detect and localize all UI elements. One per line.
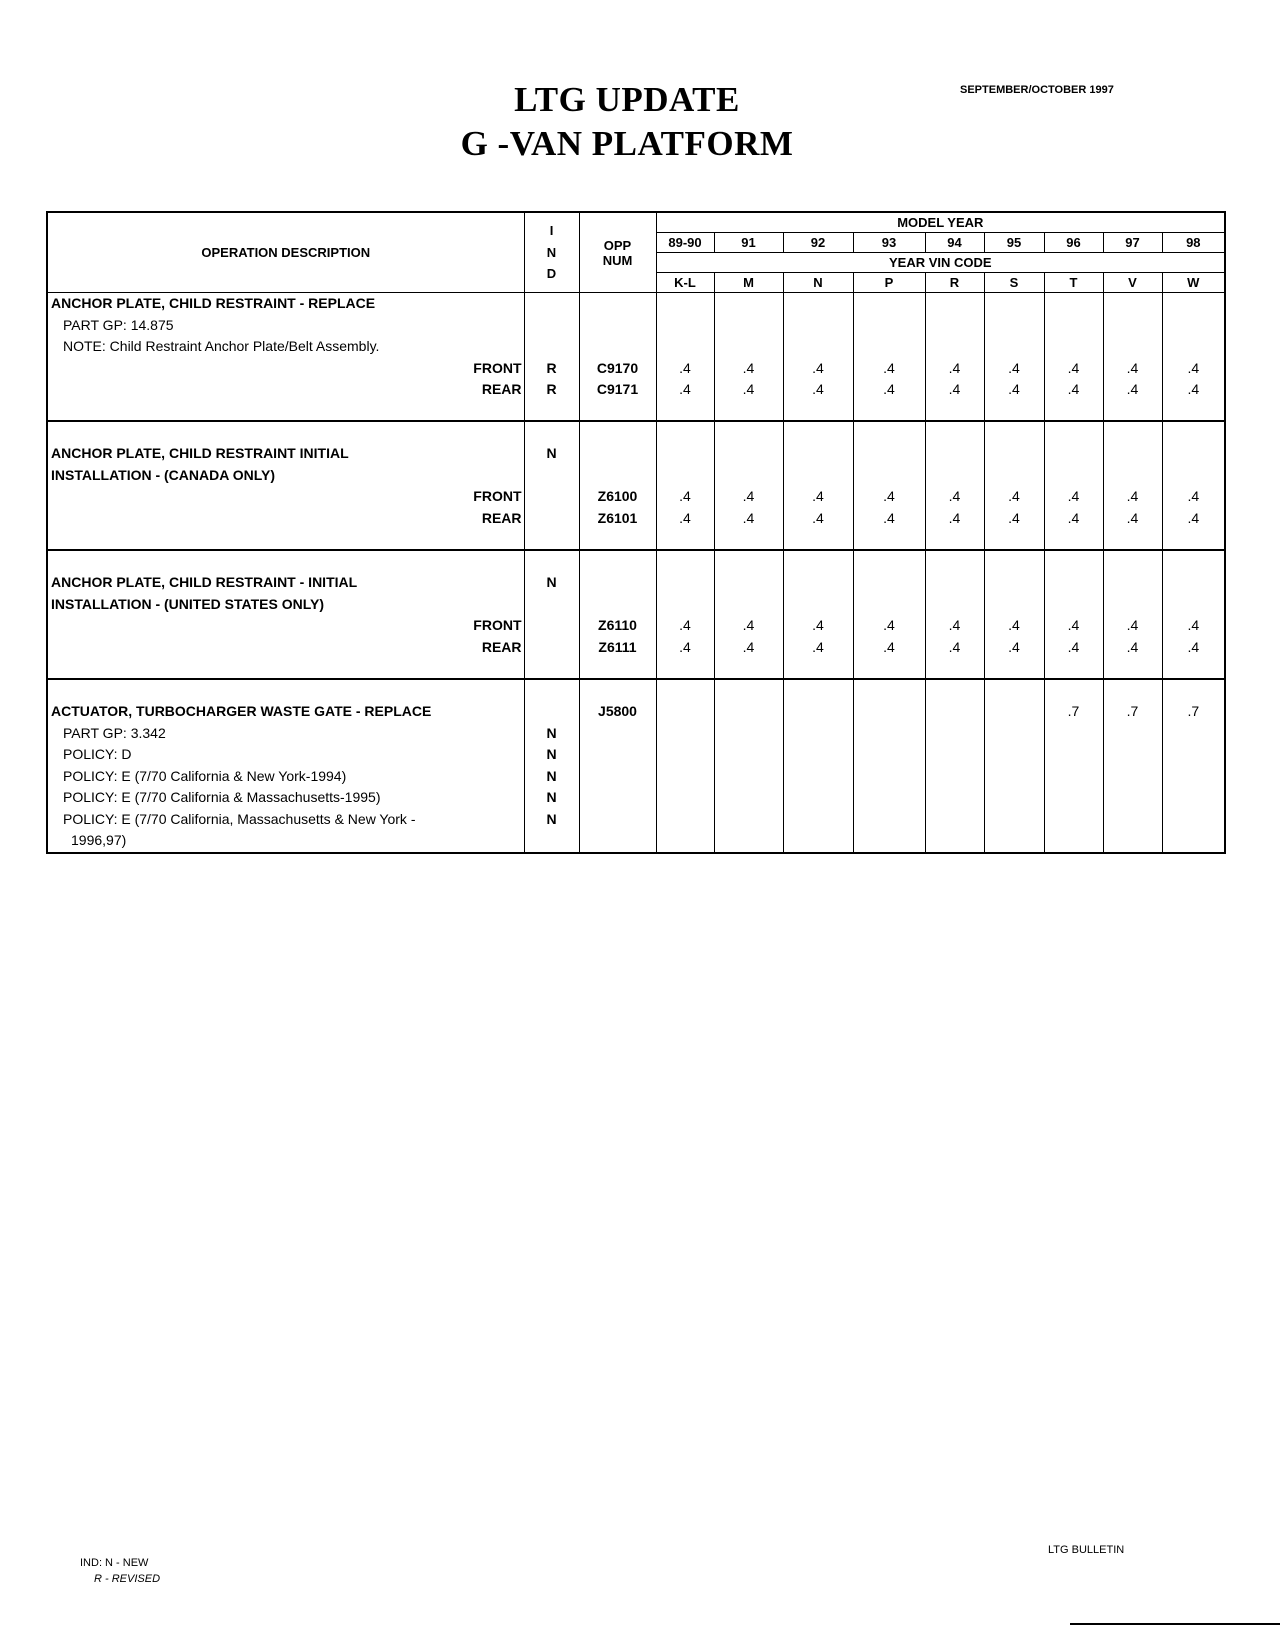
bulletin-label: LTG BULLETIN xyxy=(1048,1544,1125,1556)
labor-time-cell xyxy=(656,421,714,550)
labor-time-value: .4 xyxy=(948,359,961,376)
labor-time-value: .4 xyxy=(1008,488,1020,504)
labor-time-value: .4 xyxy=(679,617,691,633)
opp-num-header: OPP NUM xyxy=(579,212,656,293)
labor-time-cell: .7 xyxy=(1162,679,1225,853)
labor-time-value: .4 xyxy=(679,509,691,526)
labor-time-value: .4 xyxy=(812,381,824,397)
ind-header: I N D xyxy=(524,212,579,293)
labor-time-value: .4 xyxy=(1187,381,1200,397)
labor-time-value: .4 xyxy=(1067,381,1080,397)
labor-time-value: .4 xyxy=(742,509,755,526)
labor-time-cell xyxy=(853,293,925,421)
year-header: 96 xyxy=(1044,233,1103,253)
labor-time-value: .4 xyxy=(883,359,895,376)
labor-time-value: .4 xyxy=(1067,638,1080,655)
page-edge-line xyxy=(1070,1623,1280,1625)
labor-time-value: .4 xyxy=(1187,509,1200,526)
labor-time-cell xyxy=(1103,293,1162,421)
labor-time-value: .4 xyxy=(1187,488,1200,504)
model-year-header: MODEL YEAR xyxy=(656,212,1225,233)
year-header: 98 xyxy=(1162,233,1225,253)
labor-time-value: .4 xyxy=(883,638,895,655)
labor-time-value: .4 xyxy=(679,488,691,504)
operation-description: ACTUATOR, TURBOCHARGER WASTE GATE - REPLACE PART GP: 3.342 POLICY: D POLICY: E (7/70 California & New York-1994) POLICY: E (7/70 California & Massachusetts-1995) POLICY: E (7/70 California, Massachusetts & New York - 1996,97) xyxy=(47,679,524,853)
labor-time-value: .4 xyxy=(742,488,755,504)
labor-time-value: .4 xyxy=(1067,488,1080,504)
opp-num-cell: C9170 C9171 xyxy=(579,293,656,421)
labor-time-value: .4 xyxy=(883,509,895,526)
year-header: 94 xyxy=(925,233,984,253)
labor-time-cell xyxy=(853,550,925,679)
labor-time-value: .4 xyxy=(742,638,755,655)
labor-time-value: .4 xyxy=(1126,488,1139,504)
vin-code: M xyxy=(714,273,783,293)
labor-time-value: .4 xyxy=(883,381,895,397)
labor-time-cell xyxy=(1162,421,1225,550)
labor-time-value: .4 xyxy=(948,638,961,655)
operation-description: ANCHOR PLATE, CHILD RESTRAINT - REPLACE PART GP: 14.875 NOTE: Child Restraint Anchor Plate/Belt Assembly. FRONT REAR xyxy=(47,293,524,421)
labor-time-value: .4 xyxy=(1067,359,1080,376)
operation-section xyxy=(47,421,1225,550)
opp-num-cell: J5800 xyxy=(579,679,656,853)
vin-code: N xyxy=(783,273,853,293)
opp-num-cell: Z6110 Z6111 xyxy=(579,550,656,679)
labor-time-cell xyxy=(984,421,1044,550)
labor-time-cell xyxy=(714,421,783,550)
operation-section xyxy=(47,550,1225,679)
labor-time-cell xyxy=(925,293,984,421)
labor-time-value: .4 xyxy=(1067,617,1080,633)
labor-time-cell: .7 xyxy=(1103,679,1162,853)
labor-time-value: .4 xyxy=(1008,617,1020,633)
labor-time-cell xyxy=(783,679,853,853)
year-header: 93 xyxy=(853,233,925,253)
labor-time-value: .4 xyxy=(948,509,961,526)
vin-code: V xyxy=(1103,273,1162,293)
labor-time-cell xyxy=(1044,421,1103,550)
labor-time-value: .4 xyxy=(1126,617,1139,633)
labor-time-cell xyxy=(656,293,714,421)
operation-description: ANCHOR PLATE, CHILD RESTRAINT INITIAL INSTALLATION - (CANADA ONLY) FRONT REAR xyxy=(47,421,524,550)
labor-time-value: .4 xyxy=(742,381,755,397)
labor-time-value: .4 xyxy=(1187,617,1200,633)
labor-time-value: .4 xyxy=(1067,509,1080,526)
labor-time-cell xyxy=(853,679,925,853)
labor-time-cell xyxy=(1162,293,1225,421)
labor-time-cell xyxy=(783,550,853,679)
vin-code: S xyxy=(984,273,1044,293)
header-row-1 xyxy=(47,212,1225,233)
labor-time-cell xyxy=(714,293,783,421)
labor-time-cell: .7 xyxy=(1044,679,1103,853)
labor-time-cell xyxy=(1103,421,1162,550)
legend-new: IND: N - NEW xyxy=(80,1557,149,1569)
labor-time-value: .4 xyxy=(812,509,824,526)
labor-time-value: .4 xyxy=(1126,359,1139,376)
ind-cell: R R xyxy=(524,293,579,421)
labor-time-cell xyxy=(783,421,853,550)
labor-time-value: .4 xyxy=(1008,509,1020,526)
labor-time-value: .4 xyxy=(1126,638,1139,655)
legend-revised: R - REVISED xyxy=(94,1573,161,1585)
vin-code-header: YEAR VIN CODE xyxy=(656,253,1225,273)
operation-description: ANCHOR PLATE, CHILD RESTRAINT - INITIAL INSTALLATION - (UNITED STATES ONLY) FRONT REAR xyxy=(47,550,524,679)
labor-time-value: .4 xyxy=(812,488,824,504)
year-header: 97 xyxy=(1103,233,1162,253)
labor-time-value: .4 xyxy=(1187,638,1200,655)
labor-time-cell xyxy=(984,293,1044,421)
operation-section xyxy=(47,679,1225,853)
labor-time-cell xyxy=(1044,293,1103,421)
labor-time-cell xyxy=(925,679,984,853)
ind-cell: N xyxy=(524,421,579,550)
labor-time-value: .4 xyxy=(742,359,755,376)
labor-time-cell xyxy=(714,550,783,679)
labor-time-cell xyxy=(656,550,714,679)
year-header: 92 xyxy=(783,233,853,253)
labor-time-value: .4 xyxy=(948,488,961,504)
labor-time-value: .4 xyxy=(883,617,895,633)
labor-time-value: .4 xyxy=(812,638,824,655)
labor-time-value: .4 xyxy=(679,638,691,655)
year-header: 95 xyxy=(984,233,1044,253)
vin-code: R xyxy=(925,273,984,293)
vin-code: K-L xyxy=(656,273,714,293)
labor-time-cell xyxy=(1103,550,1162,679)
labor-time-table xyxy=(46,211,1226,854)
labor-time-cell xyxy=(714,679,783,853)
labor-time-value: .4 xyxy=(948,381,961,397)
labor-time-cell xyxy=(783,293,853,421)
vin-code: P xyxy=(853,273,925,293)
labor-time-cell xyxy=(1044,550,1103,679)
labor-time-value: .4 xyxy=(679,359,691,376)
labor-time-cell xyxy=(853,421,925,550)
labor-time-value: .4 xyxy=(812,617,824,633)
labor-time-value: .4 xyxy=(1008,638,1020,655)
labor-time-value: .4 xyxy=(812,359,824,376)
document-title: LTG UPDATE xyxy=(514,80,740,119)
ind-cell: N N N N N xyxy=(524,679,579,853)
year-header: 89-90 xyxy=(656,233,714,253)
ind-cell: N xyxy=(524,550,579,679)
labor-time-value: .4 xyxy=(1126,509,1139,526)
labor-time-value: .4 xyxy=(1008,381,1020,397)
labor-time-cell xyxy=(984,550,1044,679)
issue-date: SEPTEMBER/OCTOBER 1997 xyxy=(960,84,1114,96)
ind-legend xyxy=(80,1555,160,1587)
labor-time-cell xyxy=(925,550,984,679)
year-header: 91 xyxy=(714,233,783,253)
operation-header: OPERATION DESCRIPTION xyxy=(47,212,524,293)
labor-time-value: .4 xyxy=(948,617,961,633)
operation-section xyxy=(47,293,1225,421)
labor-time-cell xyxy=(656,679,714,853)
labor-time-value: .4 xyxy=(883,488,895,504)
labor-time-value: .4 xyxy=(1008,359,1020,376)
opp-num-cell: Z6100 Z6101 xyxy=(579,421,656,550)
labor-time-value: .4 xyxy=(1126,381,1139,397)
labor-time-cell xyxy=(1162,550,1225,679)
labor-time-cell xyxy=(984,679,1044,853)
labor-time-value: .4 xyxy=(742,617,755,633)
labor-time-value: .4 xyxy=(1187,359,1200,376)
labor-time-value: .4 xyxy=(679,381,691,397)
vin-code: T xyxy=(1044,273,1103,293)
labor-time-cell xyxy=(925,421,984,550)
document-subtitle: G -VAN PLATFORM xyxy=(460,124,794,163)
vin-code: W xyxy=(1162,273,1225,293)
